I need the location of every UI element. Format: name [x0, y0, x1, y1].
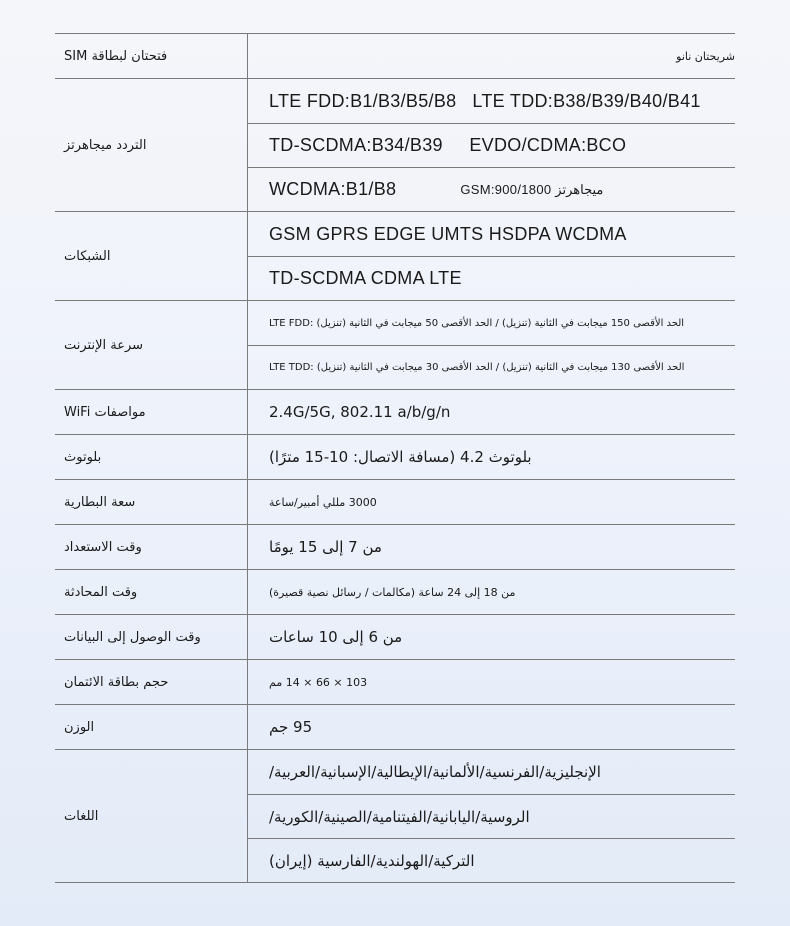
- row-value: التركية/الهولندية/الفارسية (إيران): [248, 838, 735, 882]
- row-value: من 7 إلى 15 يومًا: [269, 538, 382, 556]
- table-row: [55, 480, 735, 525]
- row-value: 95 جم: [269, 718, 313, 736]
- row-label: سعة البطارية: [55, 480, 248, 524]
- row-value: LTE FDD:B1/B3/B5/B8 LTE TDD:B38/B39/B40/B41: [269, 90, 701, 111]
- table-row: [55, 660, 735, 705]
- lte-tdd-speed: LTE TDD: الحد الأقصى 130 ميجابت في الثانية (تنزيل) / الحد الأقصى 30 ميجابت في الثانية (تنزيل): [269, 362, 685, 373]
- row-value: 103 × 66 × 14 مم: [269, 675, 368, 689]
- row-label: فتحتان لبطاقة SIM: [55, 34, 248, 78]
- table-row: [55, 79, 735, 212]
- row-label: التردد ميجاهرتز: [55, 79, 248, 211]
- row-label: الوزن: [55, 705, 248, 749]
- table-row: [55, 435, 735, 480]
- gsm-bands: GSM:900/1800 ميجاهرتز: [460, 181, 604, 197]
- table-row: [55, 212, 735, 301]
- row-value: من 6 إلى 10 ساعات: [269, 628, 403, 646]
- table-row: [55, 390, 735, 435]
- row-label: حجم بطاقة الائتمان: [55, 660, 248, 704]
- row-value: 2.4G/5G, 802.11 a/b/g/n: [269, 403, 451, 421]
- row-value: GSM GPRS EDGE UMTS HSDPA WCDMA: [269, 223, 627, 244]
- table-row: [55, 525, 735, 570]
- row-label: الشبكات: [55, 212, 248, 300]
- row-value: 3000 مللي أمبير/ساعة: [269, 495, 377, 509]
- row-value: TD-SCDMA CDMA LTE: [248, 256, 735, 300]
- table-row: [55, 301, 735, 390]
- table-row: [55, 34, 735, 79]
- table-row: [55, 570, 735, 615]
- row-label: وقت الاستعداد: [55, 525, 248, 569]
- row-value: [248, 301, 735, 345]
- row-label: وقت المحادثة: [55, 570, 248, 614]
- table-row: [55, 705, 735, 750]
- row-label: اللغات: [55, 750, 248, 882]
- row-label: وقت الوصول إلى البيانات: [55, 615, 248, 659]
- row-value: الإنجليزية/الفرنسية/الألمانية/الإيطالية/الإسبانية/العربية/: [269, 763, 601, 781]
- row-value: شريحتان نانو: [676, 49, 735, 63]
- wcdma-bands: WCDMA:B1/B8: [269, 179, 397, 199]
- row-value: TD-SCDMA:B34/B39 EVDO/CDMA:BCO: [248, 123, 735, 167]
- row-value: [248, 167, 735, 211]
- row-value: [248, 345, 735, 389]
- table-row: [55, 615, 735, 660]
- table-row: [55, 750, 735, 883]
- row-label: مواصفات WiFi: [55, 390, 248, 434]
- lte-fdd-speed: LTE FDD: الحد الأقصى 150 ميجابت في الثانية (تنزيل) / الحد الأقصى 50 ميجابت في الثانية (تنزيل): [269, 317, 685, 329]
- spec-table: [55, 33, 735, 883]
- row-value: بلوتوث 4.2 (مسافة الاتصال: 10-15 مترًا): [269, 448, 532, 466]
- row-label: سرعة الإنترنت: [55, 301, 248, 389]
- row-value: الروسية/اليابانية/الفيتنامية/الصينية/الكورية/: [248, 794, 735, 838]
- row-value: من 18 إلى 24 ساعة (مكالمات / رسائل نصية قصيرة): [269, 585, 516, 599]
- row-label: بلوتوث: [55, 435, 248, 479]
